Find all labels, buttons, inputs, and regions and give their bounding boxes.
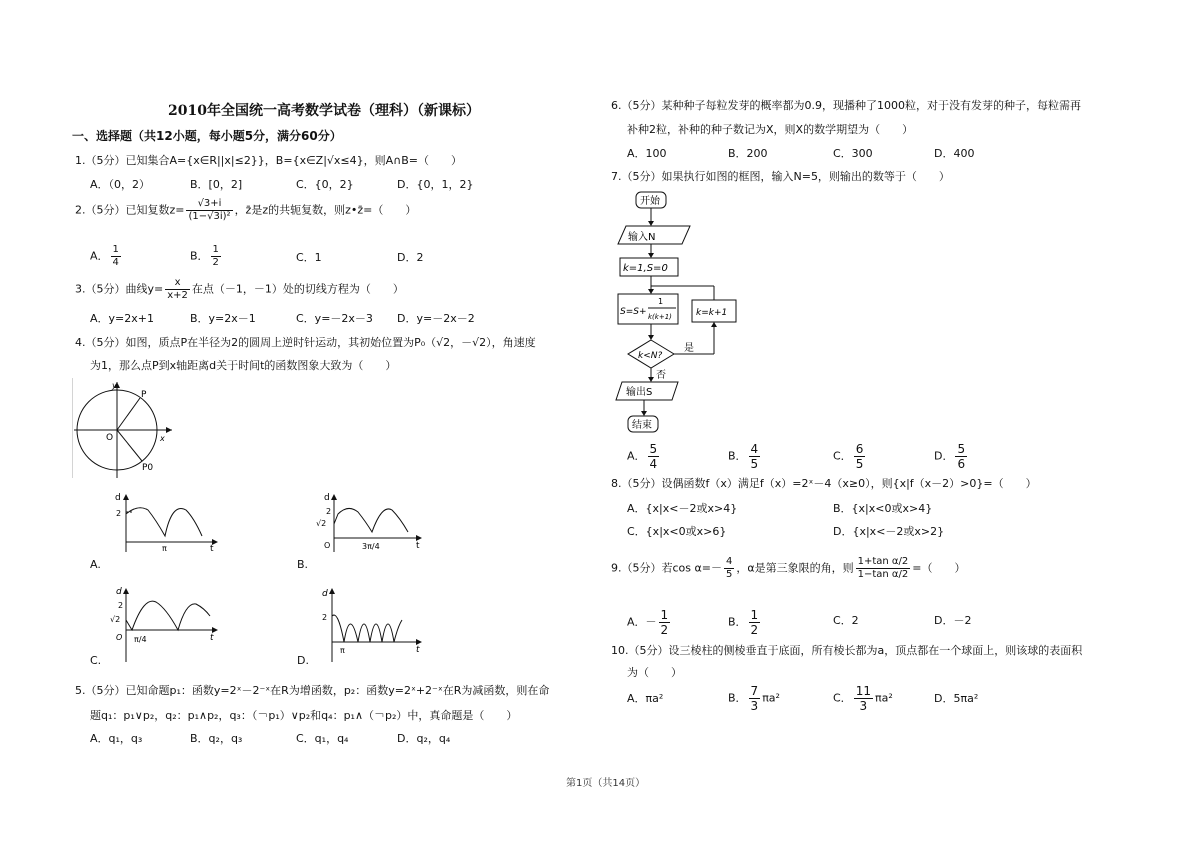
- q9-stem: 9.（5分）若cos α=－ $\frac{4}{5}$ ，α是第三象限的角，则 $\frac{\text{1+tan α/2}}{\text{1−tan α/2}}$ =（ ）: [611, 556, 966, 580]
- q2-fraction: $\frac{√3+i}{\text{(1−√3i)²}}$: [188, 198, 231, 222]
- q3-stem: 3.（5分）曲线y= $\frac{x}{x+2}$ 在点（－1，－1）处的切线方程为（ ）: [75, 277, 404, 301]
- q6-option-a: A．100: [627, 147, 667, 160]
- fig-x-label: x: [160, 434, 165, 443]
- flow-no: 否: [656, 370, 666, 381]
- flow-update: S=S+: [620, 307, 647, 317]
- svg-text:k(k+1): k(k+1): [648, 313, 672, 321]
- q7-flowchart: [612, 188, 742, 438]
- svg-text:2: 2: [116, 509, 122, 518]
- svg-text:d: d: [322, 589, 328, 599]
- q4-option-b: B.: [297, 558, 309, 571]
- q8-option-d: D．{x|x<－2或x>2}: [833, 525, 945, 538]
- flow-end: 结束: [632, 420, 652, 431]
- q5-line1: 5.（5分）已知命题p₁：函数y=2ˣ－2⁻ˣ在R为增函数，p₂：函数y=2ˣ+2⁻ˣ在R为减函数，则在命: [75, 684, 550, 697]
- q9-option-a: A．－ $\frac{1}{2}$: [627, 608, 669, 637]
- svg-text:2: 2: [326, 507, 332, 516]
- q6-option-d: D．400: [934, 147, 975, 160]
- q5-option-c: C．q₁，q₄: [296, 732, 349, 745]
- q4-option-d: D.: [297, 654, 309, 667]
- q10-line2: 为（ ）: [627, 666, 682, 679]
- q9-option-c: C．2: [833, 614, 859, 627]
- flow-input: 输入N: [628, 232, 656, 243]
- q6-line1: 6.（5分）某种种子每粒发芽的概率都为0.9，现播种了1000粒，对于没有发芽的种子，每粒需再: [611, 99, 1081, 112]
- q7-option-c: C． $\frac{6}{5}$: [833, 442, 864, 471]
- q10-option-c: C． $\frac{11}{3}$ πa²: [833, 684, 893, 713]
- svg-text:O: O: [324, 541, 331, 550]
- flow-increment: k=k+1: [696, 308, 728, 318]
- flow-output: 输出S: [626, 387, 653, 398]
- q3-option-c: C．y=－2x－3: [296, 312, 373, 325]
- q1-option-b: B．[0，2]: [190, 178, 243, 191]
- q4-graph-a: [110, 492, 220, 554]
- q10-line1: 10.（5分）设三棱柱的侧棱垂直于底面，所有棱长都为a，顶点都在一个球面上，则该球的表面积: [611, 644, 1083, 657]
- q8-option-c: C．{x|x<0或x>6}: [627, 525, 727, 538]
- svg-text:3π/4: 3π/4: [362, 542, 380, 551]
- q5-line2: 题q₁：p₁∨p₂，q₂：p₁∧p₂，q₃：（￢p₁）∨p₂和q₄：p₁∧（￢p₂）中，真命题是（ ）: [90, 709, 518, 722]
- q4-graph-d: [312, 586, 424, 664]
- fig-origin-label: O: [106, 433, 114, 443]
- svg-text:t: t: [416, 541, 420, 551]
- q8-option-b: B．{x|x<0或x>4}: [833, 502, 933, 515]
- q7-option-a: A． $\frac{5}{4}$: [627, 442, 658, 471]
- q7-option-d: D． $\frac{5}{6}$: [934, 442, 966, 471]
- svg-text:2: 2: [322, 613, 328, 622]
- svg-text:t: t: [416, 645, 420, 655]
- q1-option-d: D．{0，1，2}: [397, 178, 474, 191]
- svg-text:d: d: [116, 587, 122, 597]
- q10-option-a: A．πa²: [627, 692, 664, 705]
- svg-text:π: π: [162, 544, 167, 553]
- q1-option-c: C．{0，2}: [296, 178, 354, 191]
- flow-condition: k<N?: [638, 351, 663, 361]
- flow-yes: 是: [684, 343, 694, 354]
- svg-text:d: d: [115, 493, 121, 503]
- q8-option-a: A．{x|x<－2或x>4}: [627, 502, 738, 515]
- q1-option-a: A．（0，2）: [90, 178, 151, 191]
- q8-stem: 8.（5分）设偶函数f（x）满足f（x）=2ˣ－4（x≥0），则{x|f（x－2）>0}=（ ）: [611, 477, 1037, 490]
- q4-circle-figure: [72, 378, 182, 480]
- svg-text:√2: √2: [110, 615, 121, 624]
- page-title: 2010年全国统一高考数学试卷（理科）（新课标）: [168, 103, 480, 119]
- q6-option-c: C．300: [833, 147, 873, 160]
- q4-line1: 4.（5分）如图，质点P在半径为2的圆周上逆时针运动，其初始位置为P₀（√2，－√2），角速度: [75, 336, 536, 349]
- q10-option-d: D．5πa²: [934, 692, 979, 705]
- fig-y-label: y: [112, 381, 117, 390]
- q2-stem: [75, 198, 416, 223]
- svg-text:d: d: [324, 493, 330, 503]
- svg-text:π: π: [340, 646, 345, 655]
- q4-option-a: A.: [90, 558, 101, 571]
- q2-option-a: A． $\frac{1}{4}$: [90, 244, 119, 268]
- q4-graph-b: [312, 492, 424, 564]
- q3-option-d: D．y=－2x－2: [397, 312, 475, 325]
- svg-text:π/4: π/4: [134, 635, 147, 644]
- q9-option-d: D．－2: [934, 614, 972, 627]
- q3-option-b: B．y=2x－1: [190, 312, 256, 325]
- q2-pre: 2.（5分）已知复数z=: [75, 203, 185, 217]
- fig-p-label: P: [141, 390, 147, 400]
- q2-option-c: C．1: [296, 251, 322, 264]
- flow-start: 开始: [640, 196, 660, 207]
- svg-text:t: t: [210, 544, 214, 554]
- flow-init: k=1,S=0: [623, 263, 668, 274]
- q6-option-b: B．200: [728, 147, 768, 160]
- q7-option-b: B． $\frac{4}{5}$: [728, 442, 759, 471]
- q4-line2: 为1，那么点P到x轴距离d关于时间t的函数图象大致为（ ）: [90, 359, 397, 372]
- q2-option-b: B． $\frac{1}{2}$: [190, 244, 219, 268]
- svg-text:√2: √2: [316, 519, 327, 528]
- q10-option-b: B． $\frac{7}{3}$ πa²: [728, 684, 780, 713]
- q2-option-d: D．2: [397, 251, 424, 264]
- section-heading: 一、选择题（共12小题，每小题5分，满分60分）: [72, 129, 342, 143]
- q7-stem: 7.（5分）如果执行如图的框图，输入N=5，则输出的数等于（ ）: [611, 170, 950, 183]
- fig-p0-label: P0: [142, 463, 154, 473]
- svg-text:1: 1: [658, 297, 664, 306]
- q5-option-a: A．q₁，q₃: [90, 732, 143, 745]
- q3-option-a: A．y=2x+1: [90, 312, 154, 325]
- q1-stem: 1.（5分）已知集合A={x∈R||x|≤2}}，B={x∈Z|√x≤4}，则A∩B=（ ）: [75, 154, 462, 167]
- svg-text:O: O: [116, 633, 123, 642]
- q5-option-d: D．q₂，q₄: [397, 732, 451, 745]
- svg-text:2: 2: [118, 601, 124, 610]
- page-footer: 第1页（共14页）: [566, 778, 646, 789]
- q9-option-b: B． $\frac{1}{2}$: [728, 608, 759, 637]
- svg-text:t: t: [210, 633, 214, 643]
- q4-graph-c: [110, 586, 222, 664]
- q4-option-c: C.: [90, 654, 102, 667]
- q2-post: ，z̄是z的共轭复数，则z•z̄=（ ）: [234, 203, 417, 217]
- q6-line2: 补种2粒，补种的种子数记为X，则X的数学期望为（ ）: [627, 123, 914, 136]
- q5-option-b: B．q₂，q₃: [190, 732, 243, 745]
